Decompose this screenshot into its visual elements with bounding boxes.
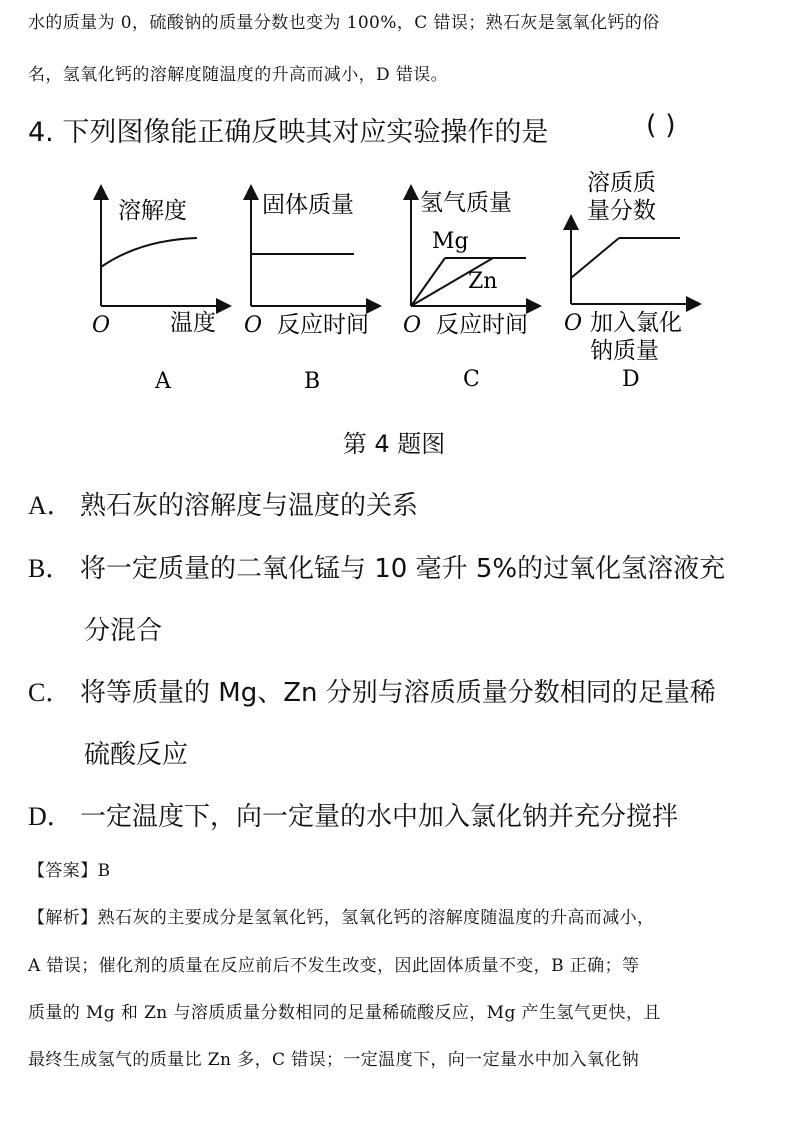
graph-c-xlabel: 反应时间	[436, 312, 528, 338]
option-a-label: A．	[28, 491, 73, 520]
option-b	[28, 548, 725, 585]
graph-c-ylabel: 氢气质量	[420, 190, 512, 216]
option-d-text: 一定温度下，向一定量的水中加入氯化钠并充分搅拌	[80, 802, 679, 832]
figure-caption: 第 4 题图	[342, 430, 446, 458]
option-a-text: 熟石灰的溶解度与温度的关系	[80, 491, 419, 521]
question-text: 4. 下列图像能正确反映其对应实验操作的是	[28, 117, 549, 148]
option-c-text-2: 硫酸反应	[84, 740, 189, 770]
graph-c-series-mg: Mg	[432, 229, 469, 254]
intro-line-1: 水的质量为 0，硫酸钠的质量分数也变为 100%，C 错误；熟石灰是氢氧化钙的俗	[28, 13, 660, 33]
option-d-label: D．	[28, 802, 73, 831]
graph-d-rise	[571, 238, 619, 278]
option-b-label: B．	[28, 554, 72, 583]
graph-d-xlabel-2: 钠质量	[590, 338, 659, 364]
graph-a	[92, 192, 224, 394]
option-c-label: C．	[28, 678, 72, 707]
analysis-line-3: 质量的 Mg 和 Zn 与溶质质量分数相同的足量稀硫酸反应，Mg 产生氢气更快，且	[28, 1003, 661, 1023]
graph-a-origin: O	[92, 313, 111, 338]
option-b-text-1: 将一定质量的二氧化锰与 10 毫升 5%的过氧化氢溶液充	[80, 554, 726, 584]
graph-b-letter: B	[304, 369, 321, 394]
intro-line-2: 名，氢氧化钙的溶解度随温度的升高而减小，D 错误。	[28, 65, 449, 85]
graph-d	[564, 170, 694, 392]
graph-c	[403, 190, 534, 392]
graph-a-letter: A	[155, 369, 171, 394]
answer-blank: ( )	[646, 110, 676, 141]
analysis-line-4: 最终生成氢气的质量比 Zn 多，C 错误；一定温度下，向一定量水中加入氧化钠	[28, 1050, 640, 1070]
graph-b	[244, 192, 374, 394]
graph-b-origin: O	[244, 313, 263, 338]
option-a	[28, 485, 418, 522]
graph-d-ylabel-2: 量分数	[587, 198, 656, 224]
graph-b-xlabel: 反应时间	[277, 312, 369, 338]
analysis-line-2: A 错误；催化剂的质量在反应前后不发生改变，因此固体质量不变，B 正确；等	[28, 956, 640, 976]
option-c-text-1: 将等质量的 Mg、Zn 分别与溶质质量分数相同的足量稀	[80, 678, 716, 708]
graph-a-curve	[101, 238, 197, 267]
option-c	[28, 672, 716, 709]
graph-c-series-zn: Zn	[468, 269, 498, 294]
option-b-text-2: 分混合	[84, 616, 163, 646]
option-d	[28, 796, 678, 833]
graph-d-xlabel-1: 加入氯化	[590, 310, 682, 336]
graph-a-xlabel: 温度	[170, 310, 216, 336]
graph-c-mg-line	[411, 258, 445, 306]
graph-a-ylabel: 溶解度	[118, 198, 187, 224]
answer-line: 【答案】B	[28, 861, 111, 881]
graph-d-origin: O	[564, 311, 583, 336]
graph-d-letter: D	[622, 367, 640, 392]
graph-d-ylabel-1: 溶质质	[587, 170, 656, 196]
graph-c-origin: O	[403, 313, 422, 338]
graph-c-letter: C	[463, 367, 480, 392]
analysis-line-1: 【解析】熟石灰的主要成分是氢氧化钙，氢氧化钙的溶解度随温度的升高而减小，	[28, 908, 655, 928]
graph-b-ylabel: 固体质量	[262, 192, 354, 218]
